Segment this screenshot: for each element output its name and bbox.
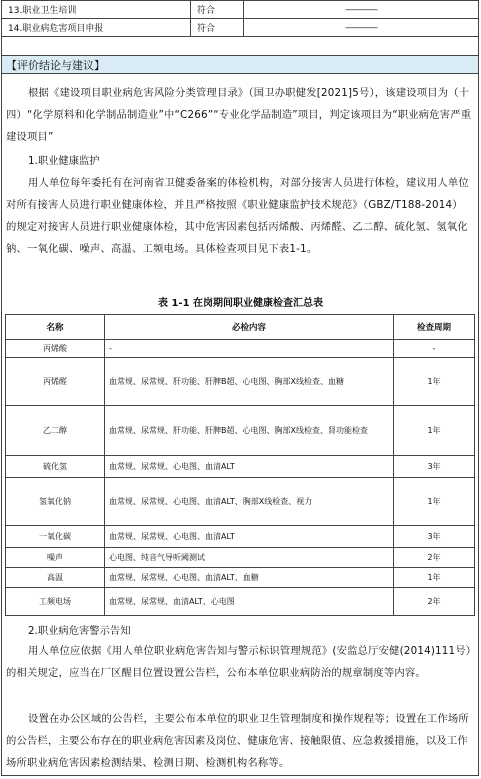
check-items: 心电图、纯音气导听阈测试 [105,548,394,568]
table-header-row [6,315,475,340]
table-caption: 表 1-1 在岗期间职业健康检查汇总表 [157,298,324,309]
check-period: - [394,340,475,358]
check-items: - [105,340,394,358]
check-item: 13.职业卫生培训 [2,1,191,19]
hazard-name: 硫化氢 [6,456,105,478]
table-row [6,456,475,478]
intro-paragraph: 根据《建设项目职业病危害风险分类管理目录》（国卫办职健发[2021]5号），该建设项目为（十四）“化学原料和化学制品制造业”中“C266”“专业化学品制造”项目，判定该项目为“职业病危害严重建设项目” [6,87,472,143]
hazard-name: 氢氧化钠 [6,478,105,526]
check-items: 血常规、尿常规、肝功能、肝脾B超、心电图、胸部X线检查、血糖 [105,358,394,406]
column-header-name: 名称 [6,315,105,340]
check-period: 3年 [394,456,475,478]
table-row [6,568,475,588]
checklist-table [1,0,479,37]
check-period: 1年 [394,568,475,588]
heading-health-monitoring: 1.职业健康监护 [28,155,100,167]
health-monitoring-paragraph: 用人单位每年委托有在河南省卫健委备案的体检机构，对部分接害人员进行体检，建议用人单位对所有接害人员进行职业健康体检，并且严格按照《职业健康监护技术规范》（GBZ/T188-2014）的规定对接害人员进行职业健康体检，其中危害因素包括丙烯酸、丙烯醛、乙二醇、硫化氢、氢氧化钠、一氧化碳、噪声、高温、工频电场。具体检查项目见下表1-1。 [6,177,469,255]
table-row [2,19,479,37]
check-period: 1年 [394,478,475,526]
check-period: 1年 [394,406,475,456]
hazard-name: 高温 [6,568,105,588]
bulletin-board-paragraph: 设置在办公区域的公告栏，主要公布本单位的职业卫生管理制度和操作规程等；设置在工作场所的公告栏，主要公布存在的职业病危害因素及岗位、健康危害、接触限值、应急救援措施，以及工作场所职业病危害因素检测结果、检测日期、检测机构名称等。 [6,713,469,769]
check-items: 血常规、尿常规、心电图、血清ALT [105,456,394,478]
check-period: 2年 [394,588,475,616]
check-status: 符合 [191,1,244,19]
table-row [2,1,479,19]
table-row [6,406,475,456]
hazard-name: 一氧化碳 [6,526,105,548]
table-row [6,340,475,358]
check-items: 血常规、尿常规、心电图、血清ALT [105,526,394,548]
hazard-name: 乙二醇 [6,406,105,456]
table-row [6,548,475,568]
check-items: 血常规、尿常规、心电图、血清ALT、血糖 [105,568,394,588]
check-status: 符合 [191,19,244,37]
table-row [6,588,475,616]
check-items: 血常规、尿常规、心电图、血清ALT、胸部X线检查、视力 [105,478,394,526]
check-item: 14.职业病危害项目申报 [2,19,191,37]
check-remark: ———— [244,1,479,19]
check-items: 血常规、尿常规、血清ALT、心电图 [105,588,394,616]
table-row [6,478,475,526]
warning-notice-paragraph: 用人单位应依据《用人单位职业病危害告知与警示标识管理规范》(安监总厅安健(2014)111号）的相关规定，应当在厂区醒目位置设置公告栏，公布本单位职业病防治的规章制度等内容。 [6,645,472,679]
check-period: 3年 [394,526,475,548]
check-remark: ———— [244,19,479,37]
check-period: 1年 [394,358,475,406]
column-header-period: 检查周期 [394,315,475,340]
check-items: 血常规、尿常规、肝功能、肝脾B超、心电图、胸部X线检查、肾功能检查 [105,406,394,456]
column-header-items: 必检内容 [105,315,394,340]
section-title: 【评价结论与建议】 [2,55,478,74]
hazard-name: 丙烯醛 [6,358,105,406]
hazard-name: 噪声 [6,548,105,568]
check-period: 2年 [394,548,475,568]
hazard-name: 丙烯酸 [6,340,105,358]
health-check-table [5,314,475,616]
table-row [6,358,475,406]
table-row [6,526,475,548]
heading-warning-notice: 2.职业病危害警示告知 [28,625,131,637]
hazard-name: 工频电场 [6,588,105,616]
